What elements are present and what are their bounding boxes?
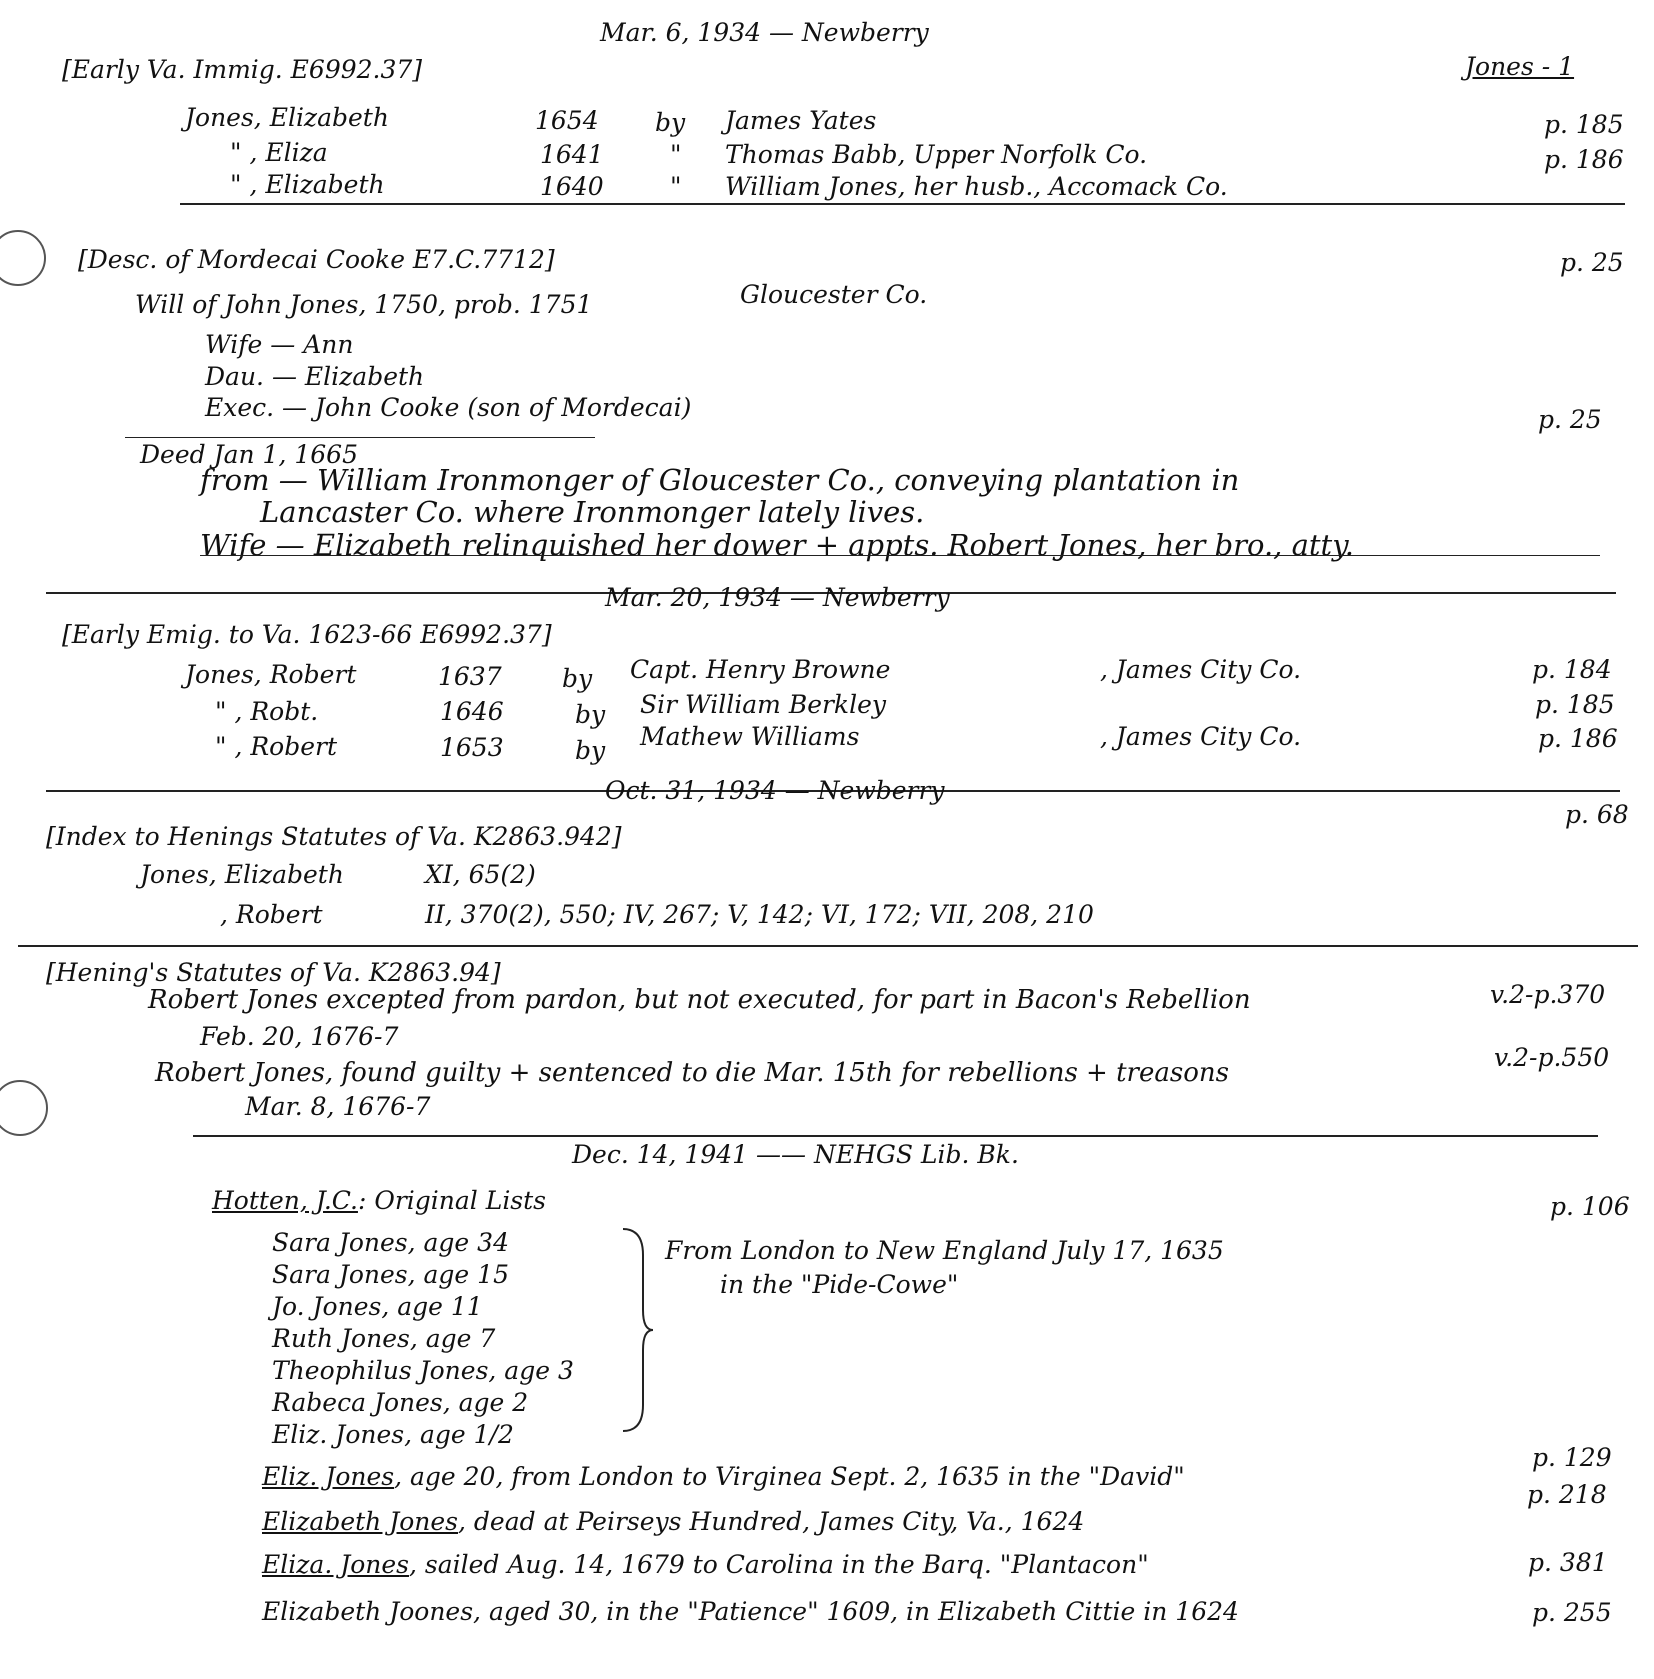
- page-tag: Jones - 1: [1465, 52, 1575, 81]
- divider: [125, 437, 595, 438]
- s3-row-by: by: [575, 736, 606, 765]
- s4-name: Jones, Elizabeth: [140, 860, 344, 889]
- s4-date-line: Oct. 31, 1934 — Newberry: [605, 776, 945, 805]
- s6-list-item: Rabeca Jones, age 2: [272, 1388, 529, 1417]
- s1-row-name: " , Elizabeth: [230, 170, 385, 199]
- s2-wife: Wife — Ann: [205, 330, 354, 359]
- s1-source: [Early Va. Immig. E6992.37]: [62, 55, 423, 84]
- s1-row-by: by: [655, 108, 686, 137]
- s3-row-by: by: [562, 664, 593, 693]
- s5-source: [Hening's Statutes of Va. K2863.94]: [46, 958, 501, 987]
- s2-page2: p. 25: [1538, 405, 1602, 434]
- divider: [200, 555, 1600, 556]
- s3-row-name: " , Robert: [215, 732, 338, 761]
- punch-hole-bottom: [0, 1080, 48, 1136]
- s6-source-title: : Original Lists: [357, 1186, 547, 1215]
- s6-entry-page: p. 255: [1532, 1598, 1612, 1627]
- s6-voyage: From London to New England July 17, 1635: [665, 1236, 1224, 1265]
- s3-row-who: Sir William Berkley: [640, 690, 886, 719]
- s6-entry-text: Elizabeth Joones, aged 30, in the "Patience" 1609, in Elizabeth Cittie in 1624: [262, 1597, 1239, 1626]
- s4-source: [Index to Henings Statutes of Va. K2863.942]: [46, 822, 622, 851]
- s1-row-by: ": [670, 140, 682, 169]
- s1-row-who: William Jones, her husb., Accomack Co.: [725, 172, 1228, 201]
- s3-row-who: Mathew Williams: [640, 722, 860, 751]
- s3-row-page: p. 185: [1535, 690, 1615, 719]
- s3-row-year: 1653: [440, 733, 504, 762]
- punch-hole-top: [0, 230, 46, 286]
- s6-entry-text: , sailed Aug. 14, 1679 to Carolina in the Barq. "Plantacon": [409, 1550, 1149, 1579]
- s6-entry-name: Eliz. Jones: [262, 1462, 395, 1491]
- s2-deed-line: Wife — Elizabeth relinquished her dower + appts. Robert Jones, her bro., atty.: [200, 528, 1354, 562]
- s6-entry: [262, 1597, 1239, 1627]
- s2-exec: Exec. — John Cooke (son of Mordecai): [205, 393, 692, 422]
- s1-row-name: Jones, Elizabeth: [185, 103, 389, 132]
- s6-entry-text: , dead at Peirseys Hundred, James City, Va., 1624: [458, 1507, 1085, 1536]
- s1-row-name: " , Eliza: [230, 138, 328, 167]
- s2-deed-line: Lancaster Co. where Ironmonger lately lives.: [260, 495, 925, 529]
- s1-row-year: 1654: [535, 106, 599, 135]
- s1-row-year: 1640: [540, 172, 604, 201]
- s5-entry-date: Mar. 8, 1676-7: [245, 1092, 431, 1121]
- s6-source-author: Hotten, J.C.: [212, 1186, 358, 1215]
- divider: [193, 1135, 1598, 1137]
- s3-row-page: p. 186: [1538, 724, 1618, 753]
- s5-entry: Robert Jones, found guilty + sentenced to die Mar. 15th for rebellions + treasons: [155, 1058, 1229, 1088]
- s6-voyage: in the "Pide-Cowe": [720, 1270, 959, 1299]
- s6-entry: [262, 1507, 1084, 1537]
- s1-row-who: James Yates: [725, 106, 877, 135]
- s6-list-item: Ruth Jones, age 7: [272, 1324, 496, 1353]
- s3-row-page: p. 184: [1532, 655, 1612, 684]
- s6-list-item: Theophilus Jones, age 3: [272, 1356, 574, 1385]
- s2-deed-line: from — William Ironmonger of Gloucester Co., conveying plantation in: [200, 463, 1240, 497]
- s6-list-item: Sara Jones, age 15: [272, 1260, 509, 1289]
- s6-entry-page: p. 129: [1532, 1443, 1612, 1472]
- s5-entry-date: Feb. 20, 1676-7: [200, 1022, 399, 1051]
- s6-source: [212, 1186, 546, 1216]
- s6-entry-name: Eliza. Jones: [262, 1550, 410, 1579]
- s2-dau: Dau. — Elizabeth: [205, 362, 425, 391]
- s4-refs: XI, 65(2): [425, 860, 536, 889]
- s4-refs: II, 370(2), 550; IV, 267; V, 142; VI, 172; VII, 208, 210: [425, 900, 1094, 929]
- s1-row-page: p. 185: [1544, 110, 1624, 139]
- s2-county: Gloucester Co.: [740, 280, 928, 309]
- s3-row-place: , James City Co.: [1100, 722, 1302, 751]
- s3-row-who: Capt. Henry Browne: [630, 655, 891, 684]
- s6-entry-name: Elizabeth Jones: [262, 1507, 459, 1536]
- s6-list-item: Sara Jones, age 34: [272, 1228, 509, 1257]
- s3-source: [Early Emig. to Va. 1623-66 E6992.37]: [62, 620, 552, 649]
- s1-row-year: 1641: [540, 140, 604, 169]
- s1-row-by: ": [670, 172, 682, 201]
- divider: [180, 203, 1625, 205]
- s6-entry-text: , age 20, from London to Virginea Sept. 2, 1635 in the "David": [394, 1462, 1185, 1491]
- brace-icon: [615, 1225, 655, 1435]
- s6-entry: [262, 1462, 1185, 1492]
- s6-page: p. 106: [1550, 1192, 1630, 1221]
- s5-entry-page: v.2-p.550: [1494, 1043, 1610, 1072]
- s6-entry: [262, 1550, 1149, 1580]
- s3-date-line: Mar. 20, 1934 — Newberry: [605, 583, 950, 612]
- header-date-line: Mar. 6, 1934 — Newberry: [600, 18, 929, 47]
- s3-row-name: Jones, Robert: [185, 660, 357, 689]
- s3-row-year: 1637: [438, 662, 502, 691]
- s3-row-place: , James City Co.: [1100, 655, 1302, 684]
- s6-entry-page: p. 381: [1528, 1548, 1608, 1577]
- s2-will: Will of John Jones, 1750, prob. 1751: [135, 290, 593, 319]
- s4-page: p. 68: [1565, 800, 1629, 829]
- s2-deed: Deed Jan 1, 1665: [140, 440, 358, 469]
- s5-entry: Robert Jones excepted from pardon, but not executed, for part in Bacon's Rebellion: [148, 985, 1251, 1015]
- s2-page: p. 25: [1560, 248, 1624, 277]
- s3-row-year: 1646: [440, 697, 504, 726]
- divider: [18, 945, 1638, 947]
- s5-entry-page: v.2-p.370: [1490, 980, 1606, 1009]
- s1-row-who: Thomas Babb, Upper Norfolk Co.: [725, 140, 1148, 169]
- s6-list-item: Jo. Jones, age 11: [272, 1292, 483, 1321]
- s6-date-line: Dec. 14, 1941 —— NEHGS Lib. Bk.: [572, 1140, 1019, 1169]
- s1-row-page: p. 186: [1544, 145, 1624, 174]
- s3-row-name: " , Robt.: [215, 697, 319, 726]
- s6-list-item: Eliz. Jones, age 1/2: [272, 1420, 514, 1449]
- s4-name: , Robert: [220, 900, 323, 929]
- s3-row-by: by: [575, 700, 606, 729]
- s2-source: [Desc. of Mordecai Cooke E7.C.7712]: [78, 245, 555, 274]
- s6-entry-page: p. 218: [1527, 1480, 1607, 1509]
